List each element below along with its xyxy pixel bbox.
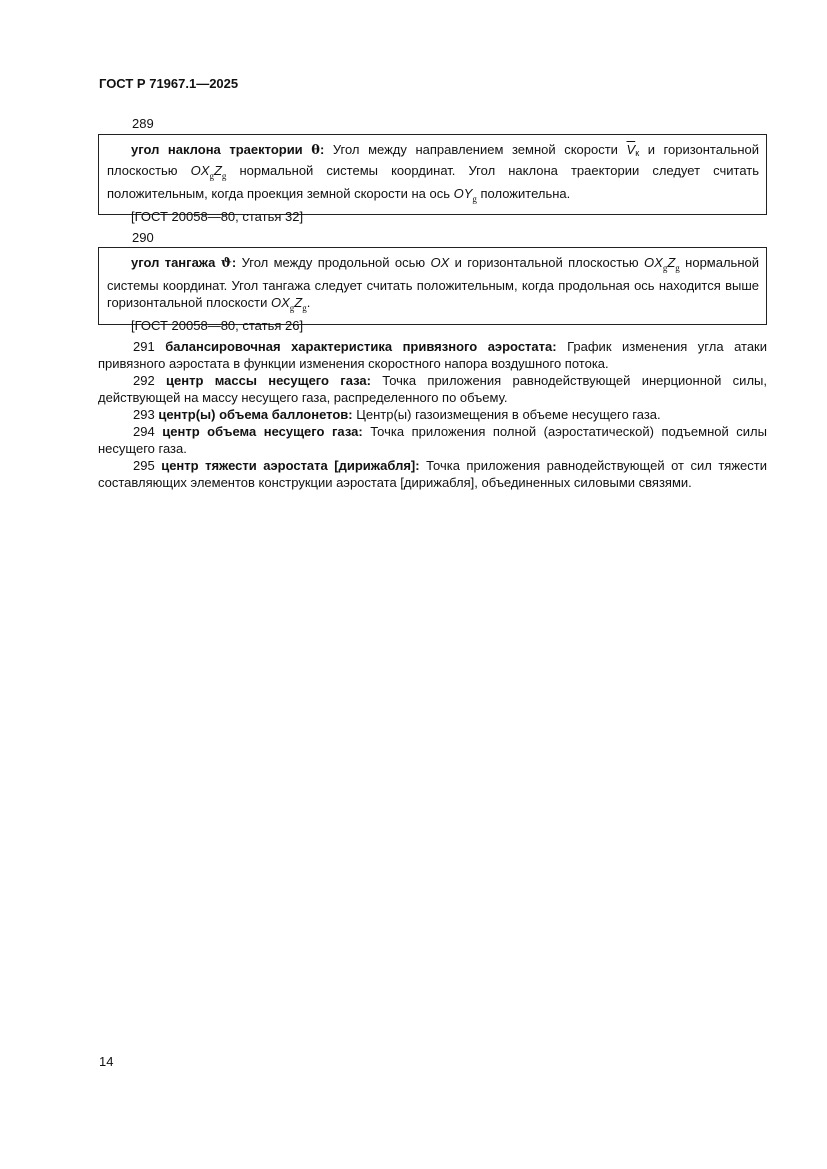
term-title: центр массы несущего газа: bbox=[166, 373, 371, 388]
term-title: центр тяжести аэростата [дирижабля]: bbox=[161, 458, 420, 473]
terms-list bbox=[98, 338, 767, 491]
term-290-number: 290 bbox=[132, 230, 154, 245]
term-definition: Точка приложения равнодействующей инерционной силы, действующей на массу несущего газа, распределенного по объему. bbox=[98, 373, 767, 405]
term-definition: Точка приложения полной (аэростатической) подъемной силы несущего газа. bbox=[98, 424, 767, 456]
term-entry: 292 центр массы несущего газа: Точка приложения равнодействующей инерционной силы, действующей на массу несущего газа, распределенного по объему. bbox=[98, 373, 767, 405]
term-289-number: 289 bbox=[132, 116, 154, 131]
term-289-box bbox=[98, 134, 767, 224]
term-290-definition: угол тангажа ϑ: Угол между продольной осью OX и горизонтальной плоскостью $OX_gZ_g$ нормальной системы координат. Угол тангажа следует считать положительным, когда продольная ось находится выше горизонтальной плоскости $OX_gZ_g$. bbox=[107, 255, 759, 313]
term-definition: График изменения угла атаки привязного аэростата в функции изменения скоростного напора воздушного потока. bbox=[98, 339, 767, 371]
term-289-symbol: θ bbox=[311, 143, 320, 158]
page-number: 14 bbox=[99, 1054, 114, 1069]
term-entry: 295 центр тяжести аэростата [дирижабля]: Точка приложения равнодействующей от сил тяжести составляющих элементов конструкции аэростата [дирижабля], объединенных силовыми связями. bbox=[98, 458, 767, 490]
document-header: ГОСТ Р 71967.1—2025 bbox=[99, 76, 239, 91]
term-title: балансировочная характеристика привязного аэростата: bbox=[165, 339, 557, 354]
term-290-symbol: ϑ bbox=[220, 256, 232, 271]
term-290-source: [ГОСТ 20058—80, статья 26] bbox=[131, 318, 304, 333]
term-definition: Точка приложения равнодействующей от сил тяжести составляющих элементов конструкции аэростата [дирижабля], объединенных силовыми связями. bbox=[98, 458, 767, 490]
term-entry: 293 центр(ы) объема баллонетов: Центр(ы) газоизмещения в объеме несущего газа. bbox=[133, 407, 661, 422]
velocity-symbol: $\overline{V}$ bbox=[626, 142, 636, 157]
term-289-title: угол наклона траектории bbox=[131, 142, 303, 157]
term-290-title: угол тангажа bbox=[131, 255, 216, 270]
term-entry: 294 центр объема несущего газа: Точка приложения полной (аэростатической) подъемной силы несущего газа. bbox=[98, 424, 767, 456]
term-title: центр(ы) объема баллонетов: bbox=[158, 407, 353, 422]
term-title: центр объема несущего газа: bbox=[162, 424, 363, 439]
term-definition: Центр(ы) газоизмещения в объеме несущего газа. bbox=[356, 407, 661, 422]
term-entry: 291 балансировочная характеристика привязного аэростата: График изменения угла атаки привязного аэростата в функции изменения скоростного напора воздушного потока. bbox=[98, 339, 767, 371]
term-289-source: [ГОСТ 20058—80, статья 32] bbox=[131, 209, 304, 224]
term-289-definition: угол наклона траектории θ: Угол между направлением земной скорости $\overline{V}к$ и горизонтальной плоскостью $OX_gZ_g$ нормальной системы координат. Угол наклона траектории следует считать положительным, когда проекция земной скорости на ось $OY_g$ положительна. bbox=[107, 142, 760, 204]
term-290-box bbox=[98, 247, 767, 333]
